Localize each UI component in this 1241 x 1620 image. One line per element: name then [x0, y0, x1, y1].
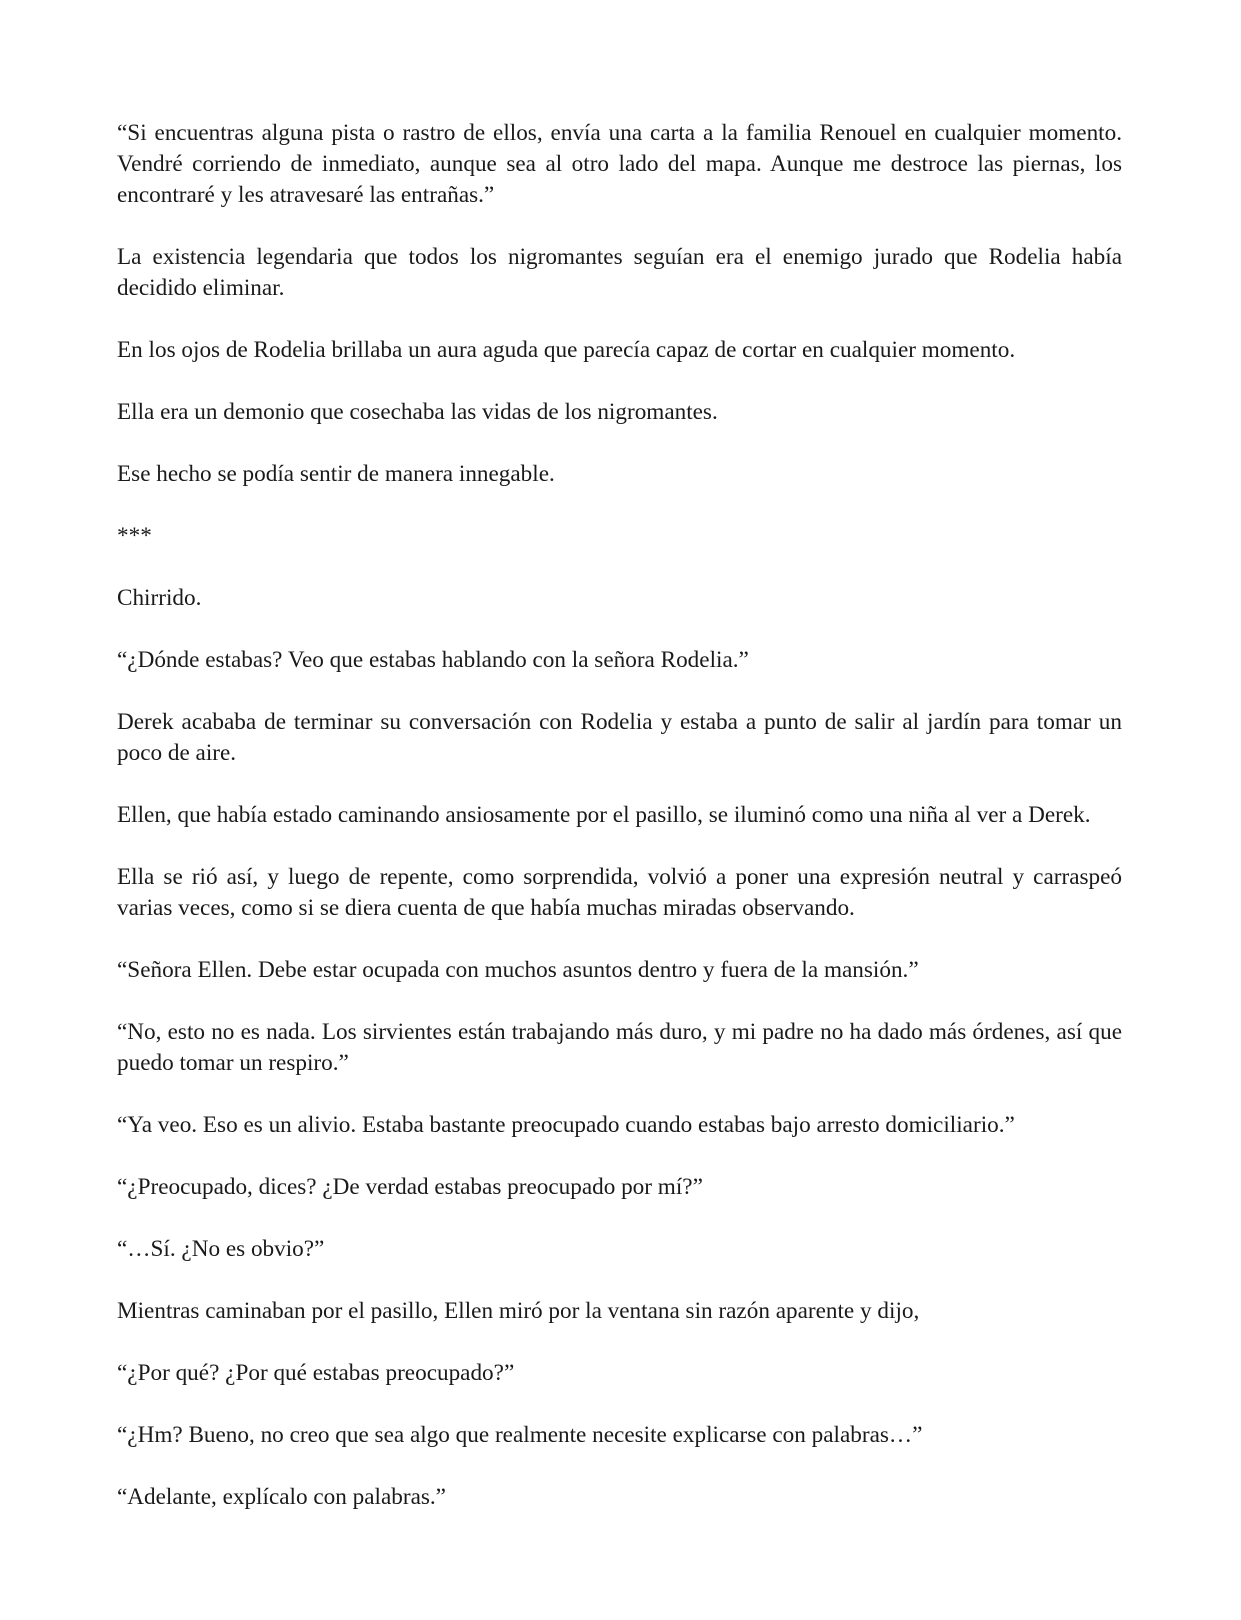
paragraph-16: “…Sí. ¿No es obvio?” [117, 1236, 325, 1262]
paragraph-15: “¿Preocupado, dices? ¿De verdad estabas preocupado por mí?” [117, 1174, 703, 1200]
paragraph-14: “Ya veo. Eso es un alivio. Estaba bastante preocupado cuando estabas bajo arresto domiciliario.” [117, 1112, 1015, 1138]
paragraph-5: Ese hecho se podía sentir de manera innegable. [117, 461, 555, 487]
paragraph-11: Ella se rió así, y luego de repente, como sorprendida, volvió a poner una expresión neutral y carraspeó varias veces, como si se diera cuenta de que había muchas miradas observando. [117, 864, 1122, 921]
paragraph-17: Mientras caminaban por el pasillo, Ellen miró por la ventana sin razón aparente y dijo, [117, 1298, 920, 1324]
paragraph-19: “¿Hm? Bueno, no creo que sea algo que realmente necesite explicarse con palabras…” [117, 1422, 923, 1448]
paragraph-7: Chirrido. [117, 585, 202, 611]
paragraph-9: Derek acababa de terminar su conversación con Rodelia y estaba a punto de salir al jardín para tomar un poco de aire. [117, 709, 1122, 766]
document-body [117, 118, 1122, 1544]
paragraph-3: En los ojos de Rodelia brillaba un aura aguda que parecía capaz de cortar en cualquier momento. [117, 337, 1016, 363]
paragraph-18: “¿Por qué? ¿Por qué estabas preocupado?” [117, 1360, 515, 1386]
scene-break: *** [117, 523, 152, 549]
paragraph-13: “No, esto no es nada. Los sirvientes están trabajando más duro, y mi padre no ha dado más órdenes, así que puedo tomar un respiro.” [117, 1019, 1122, 1076]
paragraph-2: La existencia legendaria que todos los nigromantes seguían era el enemigo jurado que Rodelia había decidido eliminar. [117, 244, 1122, 301]
paragraph-4: Ella era un demonio que cosechaba las vidas de los nigromantes. [117, 399, 718, 425]
paragraph-1: “Si encuentras alguna pista o rastro de ellos, envía una carta a la familia Renouel en cualquier momento. Vendré corriendo de inmediato, aunque sea al otro lado del mapa. Aunque me destroce las piernas, los encontraré y les atravesaré las entrañas.” [117, 120, 1122, 208]
paragraph-20: “Adelante, explícalo con palabras.” [117, 1484, 446, 1510]
paragraph-8: “¿Dónde estabas? Veo que estabas hablando con la señora Rodelia.” [117, 647, 749, 673]
paragraph-10: Ellen, que había estado caminando ansiosamente por el pasillo, se iluminó como una niña al ver a Derek. [117, 802, 1091, 828]
paragraph-12: “Señora Ellen. Debe estar ocupada con muchos asuntos dentro y fuera de la mansión.” [117, 957, 919, 983]
